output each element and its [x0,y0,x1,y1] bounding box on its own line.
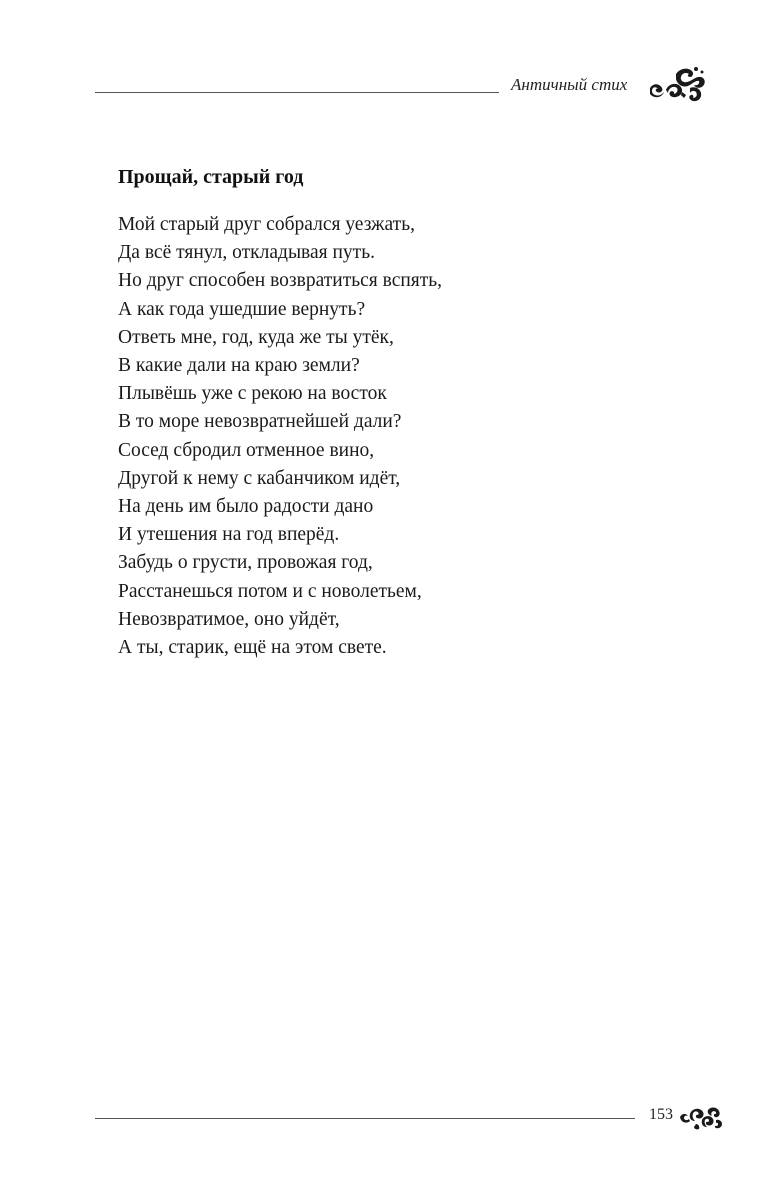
page-footer [0,1098,768,1138]
poem-title: Прощай, старый год [118,166,304,188]
poem-line: И утешения на год вперёд. [118,524,340,546]
poem-lines [118,211,678,662]
poem-line: Расстанешься потом и с новолетьем, [118,580,422,602]
poem-line: Да всё тянул, откладывая путь. [118,242,375,264]
poem-line: Сосед сбродил отменное вино, [118,439,375,461]
poem-line: Ответь мне, год, куда же ты утёк, [118,326,394,348]
running-header [0,62,768,110]
poem-line: Мой старый друг собрался уезжать, [118,214,415,235]
poem [118,160,678,662]
poem-line: А ты, старик, ещё на этом свете. [118,637,387,659]
cloud-ornament-icon [678,1102,724,1132]
poem-line: В то море невозвратнейшей дали? [118,411,402,433]
poem-line: Другой к нему с кабанчиком идёт, [118,467,401,489]
poem-line: А как года ушедшие вернуть? [118,298,366,320]
dragon-ornament-icon [646,64,708,104]
poem-line: Плывёшь уже с рекою на восток [118,383,387,405]
poem-line: Забудь о грусти, провожая год, [118,552,373,574]
poem-line: Но друг способен возвратиться вспять, [118,270,443,292]
footer-rule [95,1118,635,1119]
poem-line: В какие дали на краю земли? [118,355,360,377]
header-rule [95,92,499,93]
page-number: 153 [649,1106,673,1123]
poem-line: На день им было радости дано [118,496,374,518]
running-title: Античный стих [511,75,628,94]
poem-line: Невозвратимое, оно уйдёт, [118,608,340,630]
